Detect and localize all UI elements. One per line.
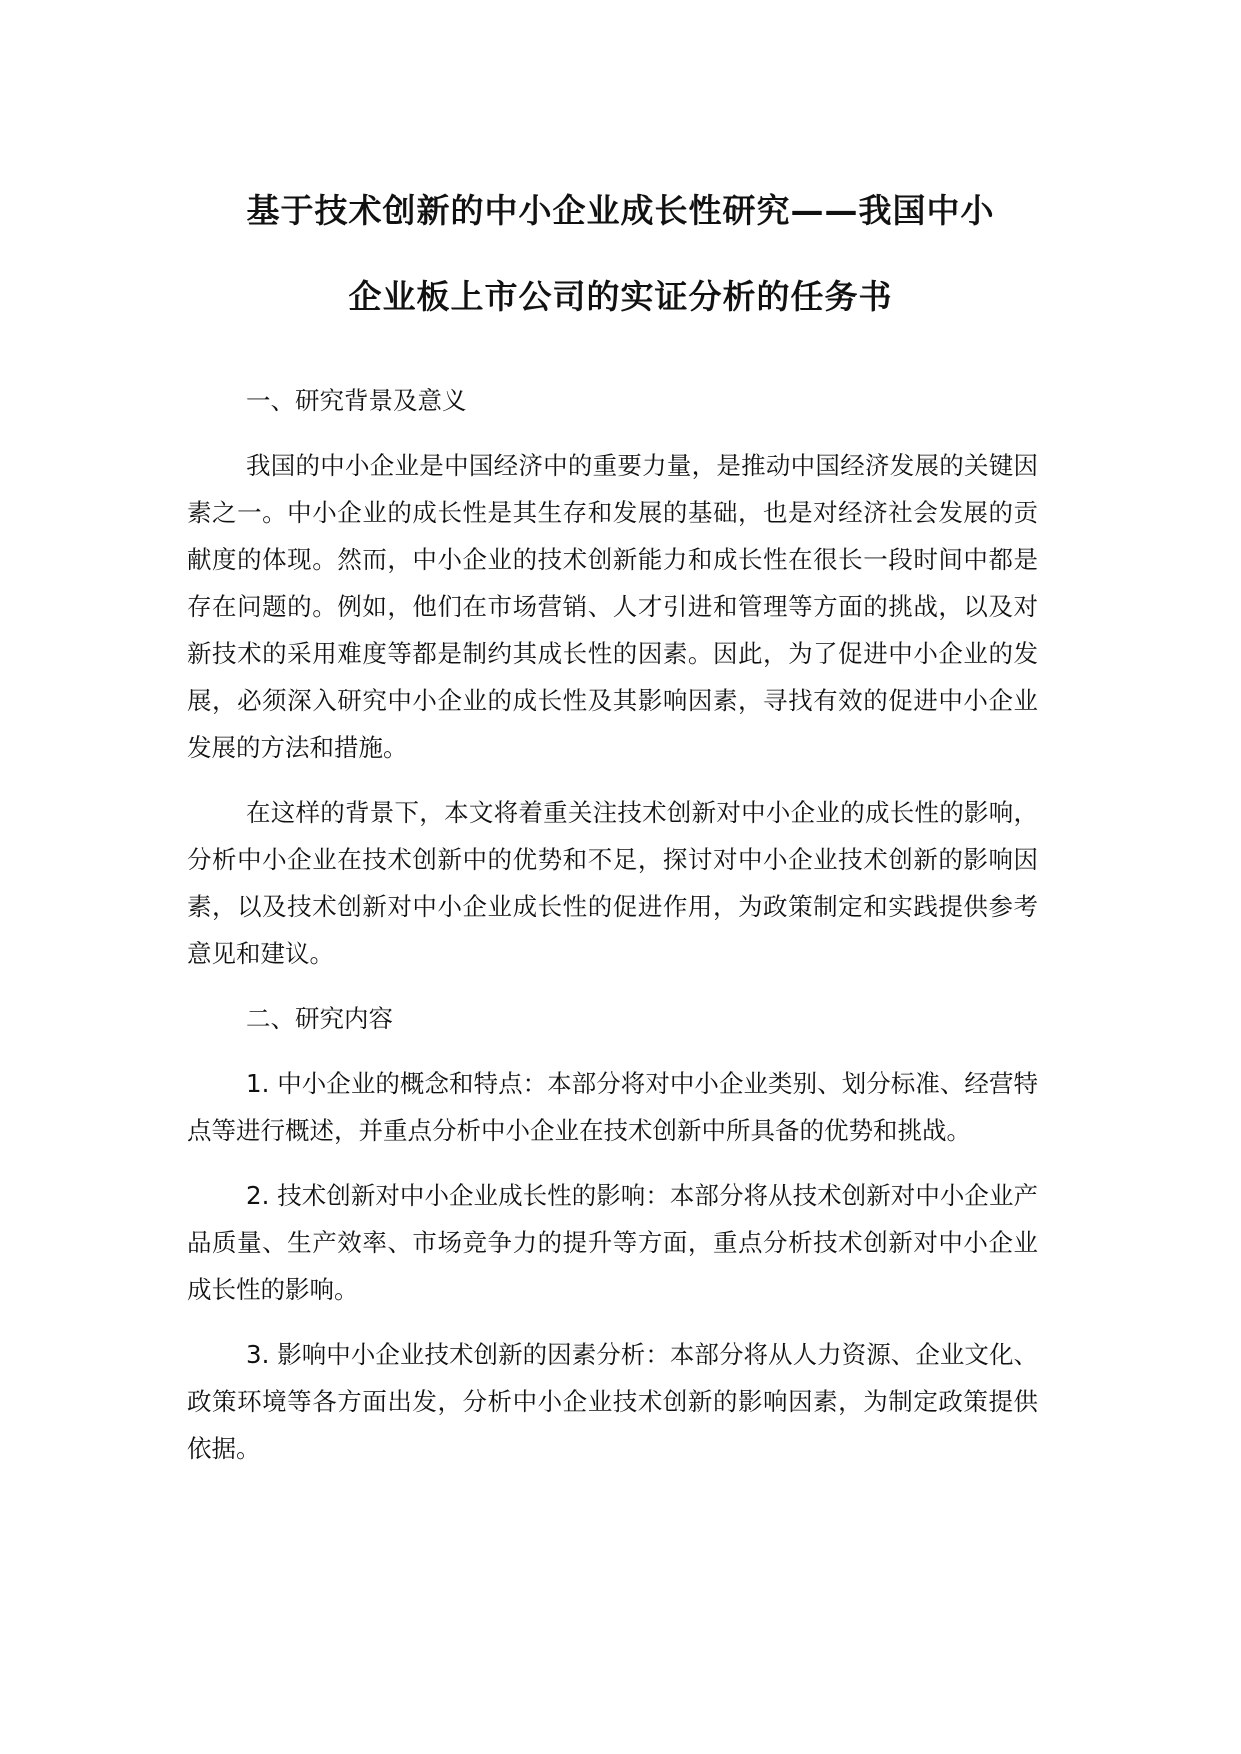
paragraph-background-2: 在这样的背景下，本文将着重关注技术创新对中小企业的成长性的影响，分析中小企业在技术创新中的优势和不足，探讨对中小企业技术创新的影响因素，以及技术创新对中小企业成长性的促进作用，为政策制定和实践提供参考意见和建议。: [187, 798, 1038, 968]
content-item-1: 1. 中小企业的概念和特点：本部分将对中小企业类别、划分标准、经营特点等进行概述，并重点分析中小企业在技术创新中所具备的优势和挑战。: [187, 1069, 1038, 1145]
content-item-2: 2. 技术创新对中小企业成长性的影响：本部分将从技术创新对中小企业产品质量、生产效率、市场竞争力的提升等方面，重点分析技术创新对中小企业成长性的影响。: [187, 1181, 1038, 1304]
paragraph-background-1: 我国的中小企业是中国经济中的重要力量，是推动中国经济发展的关键因素之一。中小企业的成长性是其生存和发展的基础，也是对经济社会发展的贡献度的体现。然而，中小企业的技术创新能力和成长性在很长一段时间中都是存在问题的。例如，他们在市场营销、人才引进和管理等方面的挑战，以及对新技术的采用难度等都是制约其成长性的因素。因此，为了促进中小企业的发展，必须深入研究中小企业的成长性及其影响因素，寻找有效的促进中小企业发展的方法和措施。: [187, 451, 1038, 762]
document-body: [187, 377, 1038, 1490]
document-title: [150, 168, 1091, 340]
document-title-line-2: 企业板上市公司的实证分析的任务书: [348, 277, 893, 316]
content-item-3: 3. 影响中小企业技术创新的因素分析：本部分将从人力资源、企业文化、政策环境等各方面出发，分析中小企业技术创新的影响因素，为制定政策提供依据。: [187, 1340, 1038, 1463]
section-heading-background: 一、研究背景及意义: [246, 386, 467, 415]
document-title-line-1: 基于技术创新的中小企业成长性研究——我国中小: [246, 191, 995, 230]
section-heading-content: 二、研究内容: [246, 1004, 393, 1033]
